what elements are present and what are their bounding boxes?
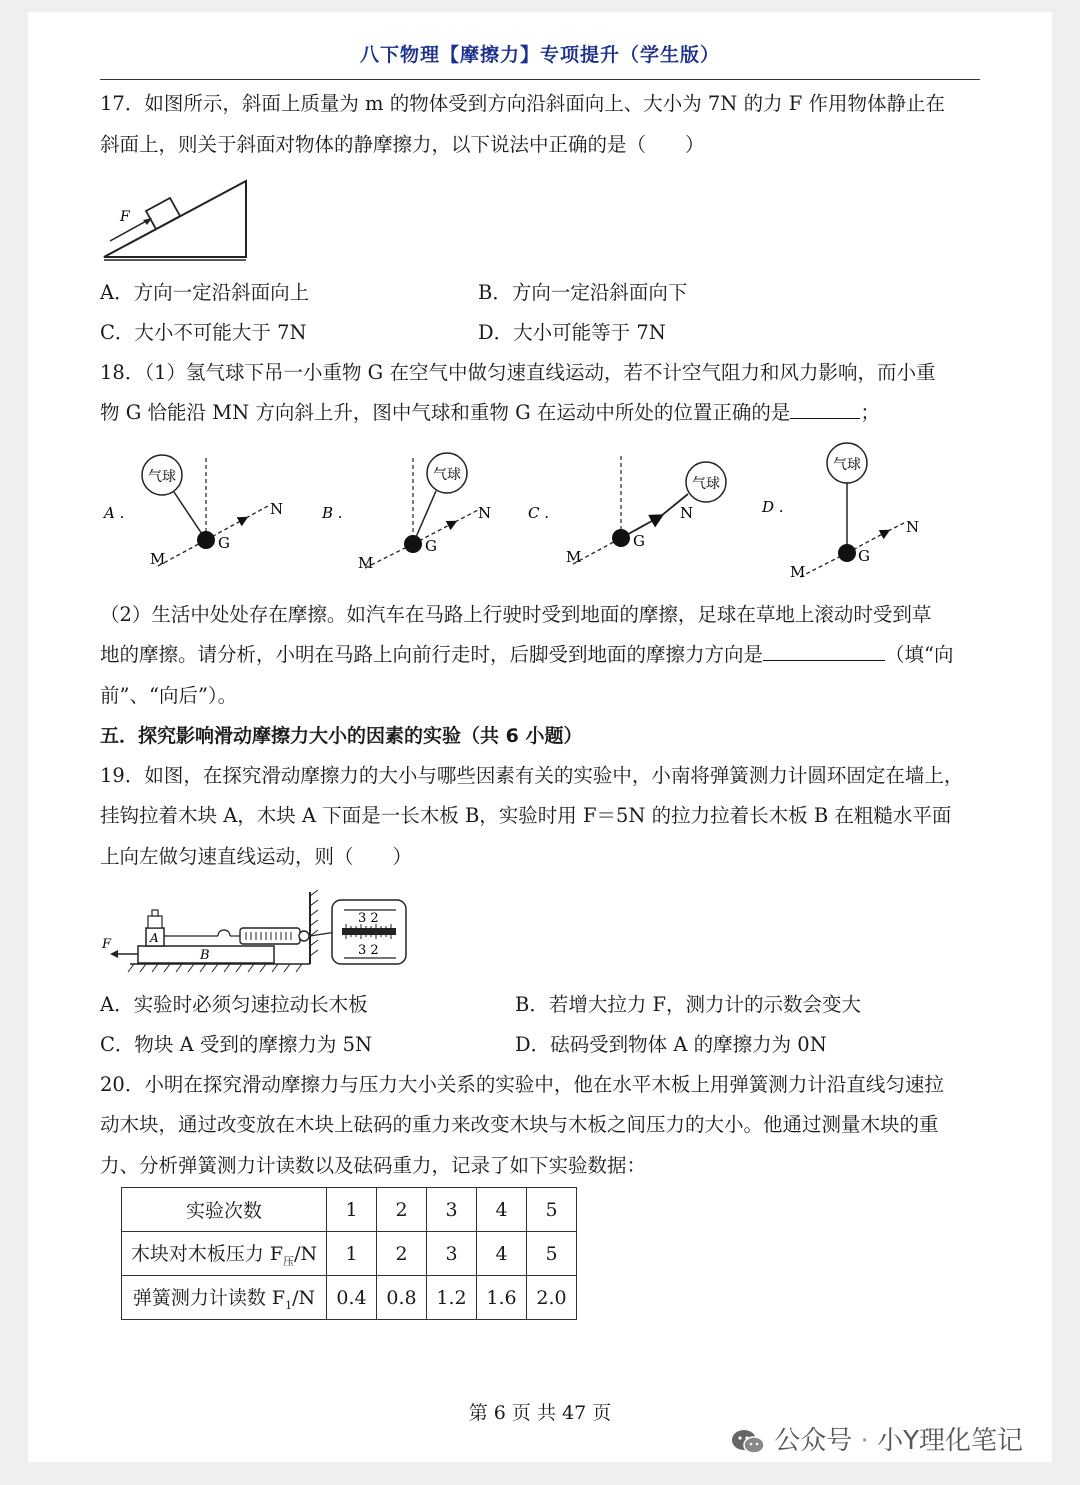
svg-text:M: M	[150, 550, 166, 568]
q20-data-table	[121, 1187, 577, 1320]
q18-balloon-figures	[100, 440, 940, 590]
block-on-incline	[146, 198, 180, 229]
table-cell: 2.0	[527, 1276, 577, 1320]
svg-text:N: N	[270, 500, 284, 518]
table-header-cell: 弹簧测力计读数 $F_1/N$	[122, 1276, 327, 1320]
q18-answer-blank-1[interactable]	[790, 400, 860, 419]
option-panel-a[interactable]	[102, 455, 283, 568]
table-cell: 2	[377, 1188, 427, 1232]
q17-stem-line1: 17．如图所示，斜面上质量为 m 的物体受到方向沿斜面向上、大小为 7N 的力 F 作用物体静止在	[100, 92, 945, 115]
section-heading: 五．探究影响滑动摩擦力大小的因素的实验（共 6 小题）	[100, 725, 583, 747]
table-cell: 1.6	[477, 1276, 527, 1320]
svg-text:气球: 气球	[148, 469, 176, 485]
q19-stem-line1: 19．如图，在探究滑动摩擦力的大小与哪些因素有关的实验中，小南将弹簧测力计圆环固定在墙上，	[100, 764, 964, 787]
q20-stem-line3: 力、分析弹簧测力计读数以及砝码重力，记录了如下实验数据：	[100, 1154, 647, 1177]
svg-text:气球: 气球	[692, 476, 720, 492]
svg-text:B: B	[200, 948, 210, 963]
table-cell: 5	[527, 1232, 577, 1276]
q17-option-a[interactable]: A．方向一定沿斜面向上	[100, 281, 310, 304]
q17-option-d[interactable]: D．大小可能等于 7N	[478, 321, 666, 344]
svg-text:N: N	[906, 518, 920, 536]
q17-incline-figure	[100, 175, 255, 265]
table-cell: 3	[427, 1232, 477, 1276]
q19-option-d[interactable]: D．砝码受到物体 A 的摩擦力为 0N	[515, 1033, 827, 1056]
svg-text:N: N	[478, 504, 492, 522]
header-divider	[100, 79, 980, 80]
q19-option-c[interactable]: C．物块 A 受到的摩擦力为 5N	[100, 1033, 373, 1056]
svg-text:G: G	[218, 534, 230, 552]
svg-text:D .: D .	[762, 498, 784, 516]
svg-text:G: G	[633, 532, 645, 550]
table-cell: 4	[477, 1188, 527, 1232]
q18-part2-line3: 前”、“向后”）。	[100, 684, 238, 707]
table-cell: 2	[377, 1232, 427, 1276]
weight-block	[148, 916, 162, 928]
q20-stem-line1: 20．小明在探究滑动摩擦力与压力大小关系的实验中，他在水平木板上用弹簧测力计沿直线匀速拉	[100, 1073, 944, 1096]
svg-text:M: M	[790, 563, 806, 581]
q19-option-b[interactable]: B．若增大拉力 F，测力计的示数会变大	[515, 993, 862, 1016]
table-header-cell: 木块对木板压力 $F_压/N$	[122, 1232, 327, 1276]
q18-stem-line1: 18．（1）氢气球下吊一小重物 G 在空气中做匀速直线运动，若不计空气阻力和风力影响，而小重	[100, 361, 936, 384]
label-f: F	[120, 209, 130, 225]
table-cell: 4	[477, 1232, 527, 1276]
svg-text:B .: B .	[322, 504, 343, 522]
option-panel-c[interactable]	[528, 456, 726, 566]
weight-g-a	[197, 531, 215, 549]
table-cell: 1	[327, 1232, 377, 1276]
svg-text:气球: 气球	[433, 467, 461, 483]
table-cell: 3	[427, 1188, 477, 1232]
q18-part2-line1: （2）生活中处处存在摩擦。如汽车在马路上行驶时受到地面的摩擦，足球在草地上滚动时受到草	[100, 603, 932, 626]
svg-text:G: G	[425, 537, 437, 555]
q18-answer-blank-2[interactable]	[763, 642, 885, 661]
weight-g-c	[612, 529, 630, 547]
svg-text:气球: 气球	[833, 457, 861, 473]
table-cell: 1.2	[427, 1276, 477, 1320]
svg-text:A .: A .	[104, 504, 125, 522]
q19-stem-line3: 上向左做匀速直线运动，则（ ）	[100, 845, 413, 868]
svg-text:N: N	[680, 504, 694, 522]
q20-stem-line2: 动木块，通过改变放在木块上砝码的重力来改变木块与木板之间压力的大小。他通过测量木块的重	[100, 1113, 939, 1136]
document-title: 八下物理【摩擦力】专项提升（学生版）	[359, 44, 720, 66]
weight-g-d	[838, 544, 856, 562]
table-cell: 5	[527, 1188, 577, 1232]
table-cell: 1	[327, 1188, 377, 1232]
table-row	[122, 1188, 577, 1232]
svg-text:M: M	[566, 548, 582, 566]
svg-text:G: G	[858, 547, 870, 565]
q17-option-c[interactable]: C．大小不可能大于 7N	[100, 321, 307, 344]
svg-text:M: M	[358, 554, 374, 572]
q17-stem-line2: 斜面上，则关于斜面对物体的静摩擦力，以下说法中正确的是（ ）	[100, 133, 705, 156]
table-cell: 0.8	[377, 1276, 427, 1320]
page-number: 第 6 页 共 47 页	[468, 1402, 612, 1424]
weight-g-b	[404, 535, 422, 553]
force-arrow-f	[110, 219, 150, 241]
q19-apparatus-figure	[100, 888, 410, 978]
svg-text:3 2: 3 2	[358, 911, 379, 926]
wechat-watermark: 公众号 · 小Y理化笔记	[730, 1420, 1023, 1457]
svg-text:A: A	[150, 931, 159, 945]
table-row	[122, 1276, 577, 1320]
option-panel-d[interactable]	[761, 443, 919, 581]
svg-text:C .: C .	[528, 504, 550, 522]
q19-option-a[interactable]: A．实验时必须匀速拉动长木板	[100, 993, 368, 1016]
table-header-cell: 实验次数	[122, 1188, 327, 1232]
table-row	[122, 1232, 577, 1276]
q17-option-b[interactable]: B．方向一定沿斜面向下	[478, 281, 688, 304]
table-cell: 0.4	[327, 1276, 377, 1320]
q19-stem-line2: 挂钩拉着木块 A，木块 A 下面是一长木板 B，实验时用 F＝5N 的拉力拉着长木板 B 在粗糙水平面	[100, 804, 952, 827]
svg-text:3 2: 3 2	[358, 943, 379, 958]
q18-part2-line2: 地的摩擦。请分析，小明在马路上向前行走时，后脚受到地面的摩擦力方向是 （填“向	[100, 643, 954, 666]
option-panel-b[interactable]	[321, 453, 491, 572]
wechat-icon	[730, 1428, 766, 1456]
q18-stem-line2: 物 G 恰能沿 MN 方向斜上升，图中气球和重物 G 在运动中所处的位置正确的是 ；	[100, 401, 880, 424]
svg-text:F: F	[102, 937, 112, 952]
